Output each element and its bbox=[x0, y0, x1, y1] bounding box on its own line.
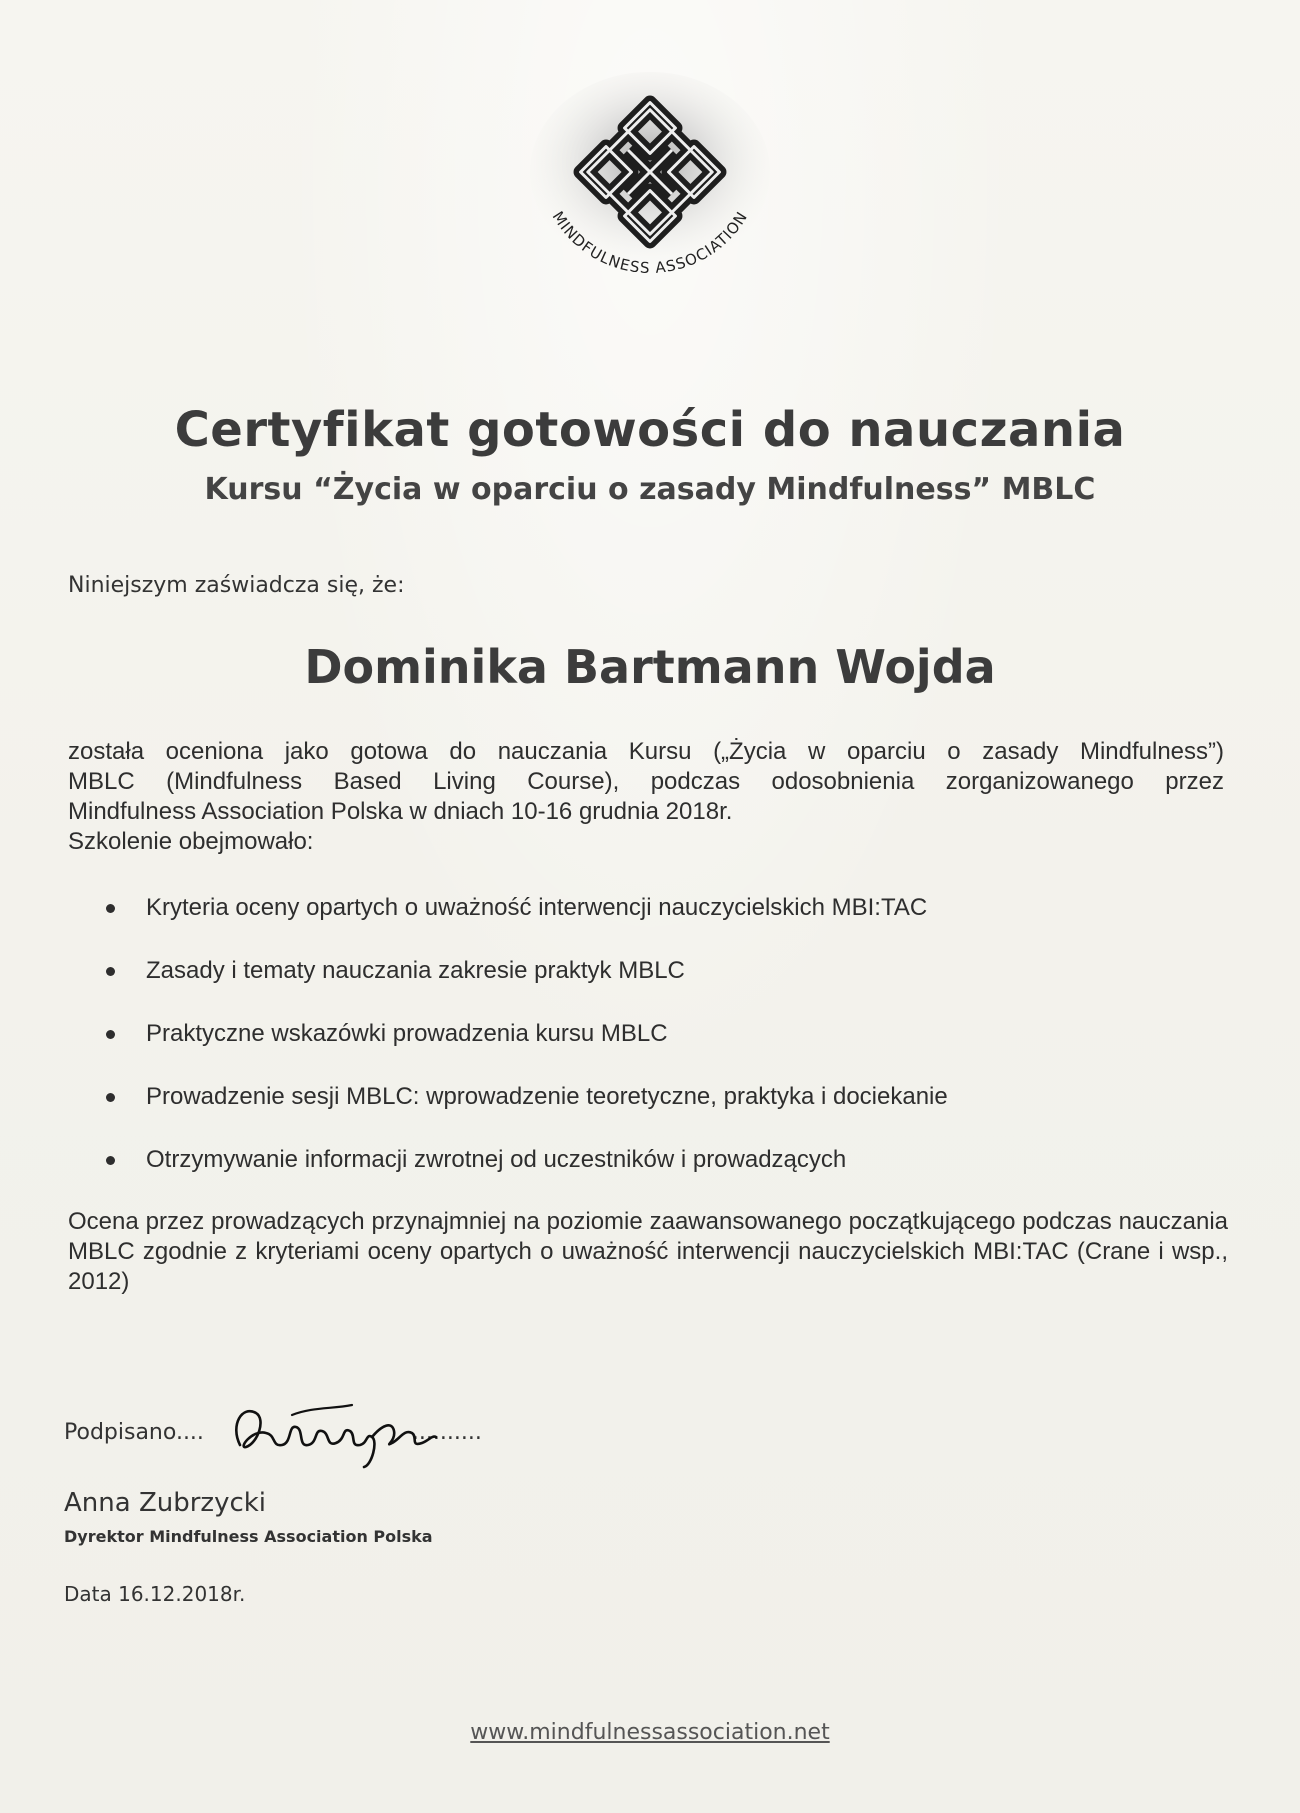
list-item: Kryteria oceny opartych o uważność interwencji nauczycielskich MBI:TAC bbox=[100, 893, 948, 923]
paragraph-line: MBLC (Mindfulness Based Living Course), podczas odosobnienia zorganizowanego przez bbox=[68, 768, 1224, 795]
certificate-subtitle: Kursu “Życia w oparciu o zasady Mindfulness” MBLC bbox=[204, 472, 1096, 507]
evaluation-paragraph: Ocena przez prowadzących przynajmniej na poziomie zaawansowanego początkującego podczas nauczania MBLC zgodnie z kryteriami oceny opartych o uważność interwencji nauczycielskich MBI:TAC (Crane i wsp., 2012) bbox=[68, 1208, 1228, 1295]
paragraph-line: została oceniona jako gotowa do nauczania Kursu („Życia w oparciu o zasady Mindfulness”) bbox=[68, 738, 1224, 765]
certificate-date: Data 16.12.2018r. bbox=[64, 1582, 246, 1606]
bullet-icon bbox=[106, 967, 115, 976]
bullet-icon bbox=[106, 1030, 115, 1039]
recipient-name: Dominika Bartmann Wojda bbox=[304, 640, 996, 694]
paragraph-line: Mindfulness Association Polska w dniach 10-16 grudnia 2018r. bbox=[68, 798, 733, 825]
list-item: Zasady i tematy nauczania zakresie praktyk MBLC bbox=[100, 956, 948, 986]
signature-dots: .......... bbox=[411, 1420, 482, 1445]
handwritten-signature bbox=[222, 1385, 442, 1475]
signature-label: Podpisano.... bbox=[64, 1420, 204, 1445]
training-label: Szkolenie obejmowało: bbox=[68, 828, 314, 855]
bullet-icon bbox=[106, 1093, 115, 1102]
list-item: Praktyczne wskazówki prowadzenia kursu MBLC bbox=[100, 1019, 948, 1049]
bullet-icon bbox=[106, 1156, 115, 1165]
list-item: Prowadzenie sesji MBLC: wprowadzenie teoretyczne, praktyka i dociekanie bbox=[100, 1082, 948, 1112]
signer-name: Anna Zubrzycki bbox=[64, 1488, 267, 1518]
signer-role: Dyrektor Mindfulness Association Polska bbox=[64, 1527, 433, 1546]
assessment-paragraph bbox=[68, 737, 1224, 827]
logo-text: MINDFULNESS ASSOCIATION bbox=[548, 208, 752, 278]
training-topics-list bbox=[100, 893, 948, 1208]
mindfulness-association-logo bbox=[500, 72, 800, 312]
list-item: Otrzymywanie informacji zwrotnej od uczestników i prowadzących bbox=[100, 1145, 948, 1175]
certificate-title: Certyfikat gotowości do nauczania bbox=[174, 402, 1126, 458]
website-link[interactable]: www.mindfulnessassociation.net bbox=[470, 1720, 830, 1745]
endless-knot-icon bbox=[500, 72, 800, 312]
intro-text: Niniejszym zaświadcza się, że: bbox=[68, 573, 405, 598]
bullet-icon bbox=[106, 904, 115, 913]
